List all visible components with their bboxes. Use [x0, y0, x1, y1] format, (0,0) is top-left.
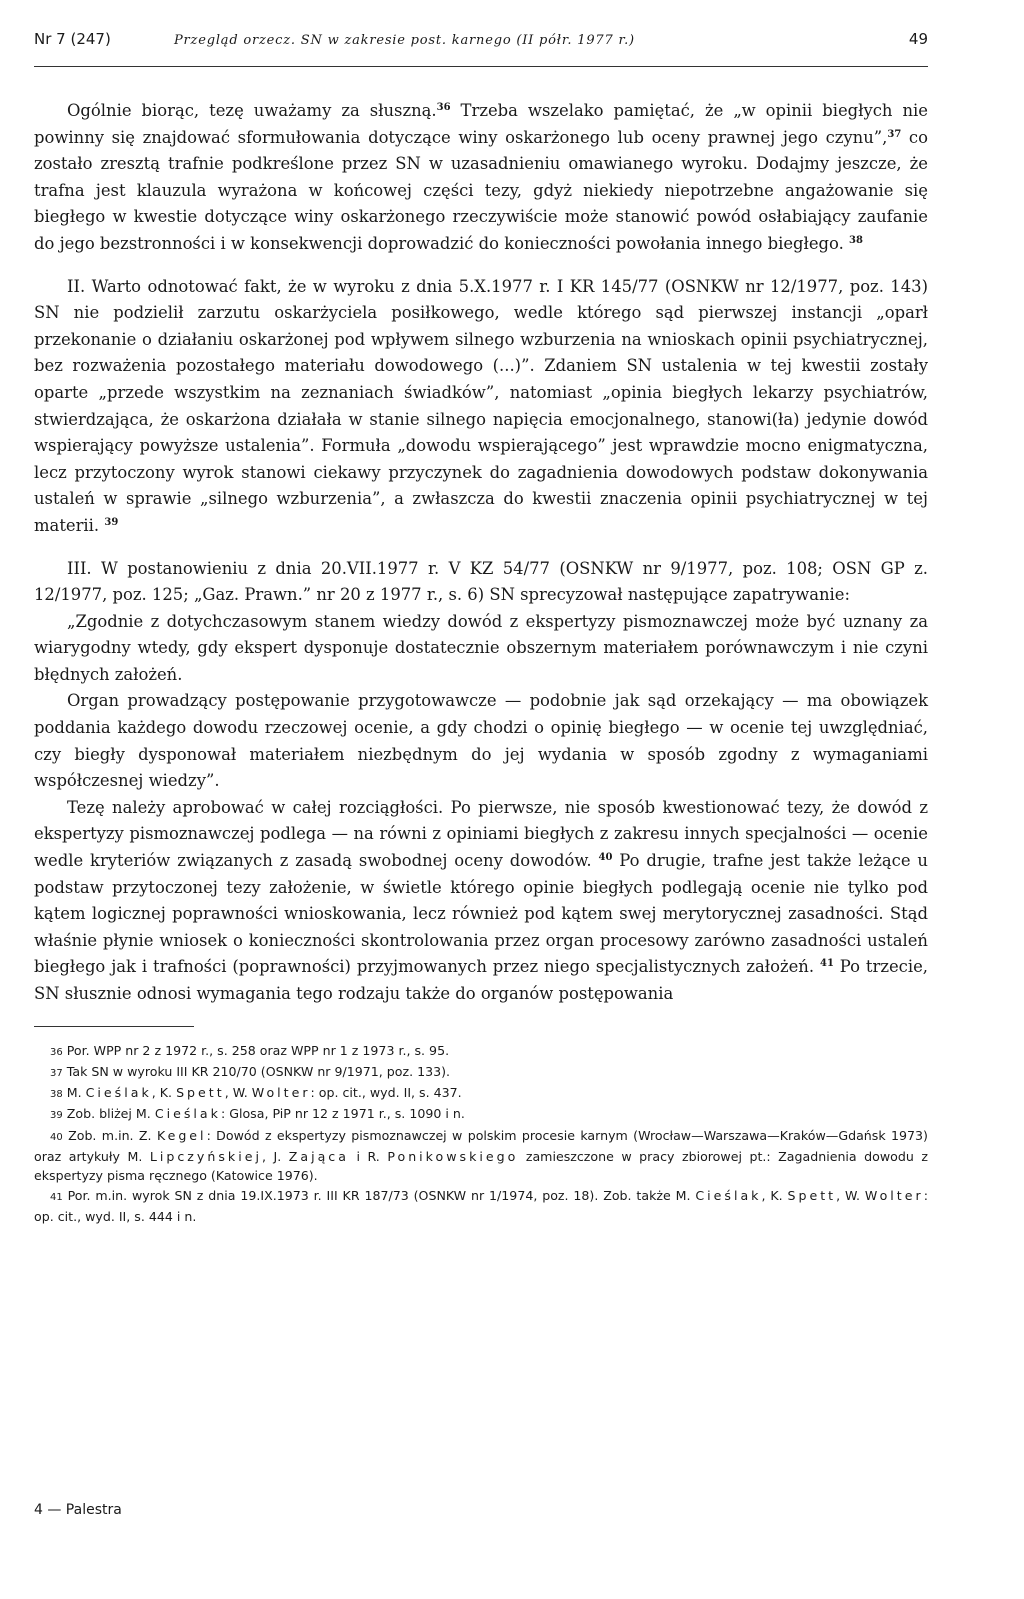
footnote-ref-40: 40 — [598, 852, 613, 864]
author-name: Kegel — [156, 1127, 207, 1143]
author-name: Ponikowskiego — [387, 1149, 519, 1165]
footnote-text: , W. — [836, 1187, 861, 1203]
quote-paragraph-1: „Zgodnie z dotychczasowym stanem wiedzy dowód z ekspertyzy pismoznawczej może być uznany za wiarygodny wtedy, gdy ekspert dysponuje dostatecznie obszernym materiałem porównawczym i nie czyni błędnych założeń. — [34, 611, 928, 684]
footnote-number: 36 — [50, 1046, 63, 1058]
spacer — [34, 258, 928, 274]
footnote-number: 39 — [50, 1110, 63, 1122]
footnotes — [34, 1041, 928, 1227]
footnote-text: : op. cit., wyd. II, s. 444 i n. — [34, 1187, 928, 1224]
footnote-40 — [34, 1126, 928, 1186]
page — [34, 30, 928, 1226]
paragraph-4 — [34, 795, 928, 1008]
footnote-41 — [34, 1186, 928, 1227]
text-run: Trzeba wszelako pamiętać, że „w opinii biegłych nie powinny się znajdować sformułowania dotyczące winy oskarżonego lub oceny prawnej jego czynu”, — [34, 101, 928, 147]
author-name: Cieślak — [695, 1187, 762, 1203]
footnote-text: , W. — [224, 1085, 248, 1101]
text-run: Po trzecie, SN słusznie odnosi wymagania tego rodzaju także do organów postępowania — [34, 957, 929, 1003]
text-run: Po drugie, trafne jest także leżące u podstaw przytoczonej tezy założenie, w świetle którego opinie biegłych podlegają ocenie nie tylko pod kątem logicznej poprawności wnioskowania, lecz również pod kątem swej merytorycznej zasadności. Stąd właśnie płynie wniosek o konieczności skontrolowania przez organ procesowy zarówno zasadności ustaleń biegłego jak i trafności (poprawności) przyjmowanych przez niego specjalistycznych założeń. — [34, 851, 928, 977]
footnote-number: 40 — [50, 1131, 63, 1143]
author-name: Spett — [787, 1187, 837, 1203]
text-run: co zostało zresztą trafnie podkreślone przez SN w uzasadnieniu omawianego wyroku. Dodajmy jeszcze, że trafna jest klauzula wyrażona w końcowej części tezy, gdyż niekiedy niepotrzebne angażowanie się biegłego w kwestie dotyczące winy oskarżonego rzeczywiście może stanowić powód osłabiający zaufanie do jego bezstronności i w konsekwencji doprowadzić do konieczności powołania innego biegłego. — [34, 127, 928, 253]
running-title: Przegląd orzecz. SN w zakresie post. karnego (II półr. 1977 r.) — [174, 33, 635, 48]
running-header — [34, 30, 928, 58]
footnote-rule — [34, 1026, 194, 1027]
author-name: Spett — [176, 1085, 225, 1101]
footnote-38 — [34, 1083, 928, 1104]
footnote-ref-36: 36 — [436, 102, 451, 113]
footnote-text: Zob. bliżej M. — [66, 1106, 151, 1122]
footnote-number: 41 — [50, 1191, 63, 1203]
author-name: Cieślak — [154, 1106, 221, 1122]
author-name: Wolter — [251, 1085, 311, 1101]
footnote-number: 38 — [50, 1089, 63, 1101]
footnote-37 — [34, 1062, 928, 1083]
footnote-text: , K. — [761, 1187, 783, 1203]
quote-paragraph-2: Organ prowadzący postępowanie przygotowawcze — podobnie jak sąd orzekający — ma obowiązek poddania każdego dowodu rzeczowej ocenie, a gdy chodzi o opinię biegłego — w ocenie tej uwzględniać, czy biegły dysponował materiałem niezbędnym do jej wydania w sposób zgodny z wymaganiami współczesnej wiedzy”. — [34, 691, 928, 791]
footnote-ref-41: 41 — [819, 958, 834, 970]
footnote-text: Zob. m.in. Z. — [68, 1127, 152, 1143]
paragraph-2 — [34, 274, 928, 540]
author-name: Cieślak — [85, 1085, 152, 1101]
footnote-36 — [34, 1041, 928, 1062]
footnote-text: : Glosa, PiP nr 12 z 1971 r., s. 1090 i n. — [220, 1106, 465, 1122]
spacer — [34, 540, 928, 556]
footnote-text: , J. — [261, 1149, 282, 1165]
page-number: 49 — [908, 30, 928, 48]
signature-mark: 4 — Palestra — [34, 1502, 122, 1518]
footnote-text: Tak SN w wyroku III KR 210/70 (OSNKW nr 9/1971, poz. 133). — [66, 1063, 451, 1079]
issue-number: Nr 7 (247) — [34, 30, 111, 48]
footnote-text: zamieszczone w pracy zbiorowej pt.: Zagadnienia dowodu z ekspertyzy pisma ręcznego (Katowice 1976). — [34, 1149, 928, 1184]
paragraph-1 — [34, 98, 928, 258]
footnote-text: : op. cit., wyd. II, s. 437. — [310, 1085, 462, 1101]
footnote-ref-38: 38 — [849, 234, 863, 246]
author-name: Zająca — [288, 1149, 349, 1165]
text-run: II. Warto odnotować fakt, że w wyroku z dnia 5.X.1977 r. I KR 145/77 (OSNKW nr 12/1977, poz. 143) SN nie podzielił zarzutu oskarżyciela posiłkowego, wedle którego sąd pierwszej instancji „oparł przekonanie o działaniu oskarżonej pod wpływem silnego wzburzenia na wnioskach opinii psychiatrycznej, bez rozważenia pozostałego materiału dowodowego (...)”. Zdaniem SN ustalenia w tej kwestii zostały oparte „przede wszystkim na zeznaniach świadków”, natomiast „opinia biegłych lekarzy psychiatrów, stwierdzająca, że oskarżona działała w stanie silnego napięcia emocjonalnego, stanowi(ła) jedynie dowód wspierający powyższe ustalenia”. Formuła „dowodu wspierającego” jest wprawdzie mocno enigmatyczna, lecz przytoczony wyrok stanowi ciekawy przyczynek do zagadnienia dowodowych podstaw dokonywania ustaleń w sprawie „silnego wzburzenia”, a zwłaszcza do kwestii znaczenia opinii psychiatrycznej w tej materii. — [34, 276, 928, 535]
footnote-text: M. — [66, 1085, 82, 1101]
footnote-39 — [34, 1104, 928, 1125]
text-run: Ogólnie biorąc, tezę uważamy za słuszną. — [67, 101, 437, 120]
text-run: Tezę należy aprobować w całej rozciągłości. Po pierwsze, nie sposób kwestionować tezy, że dowód z ekspertyzy pismoznawczej podlega — na równi z opiniami biegłych z zakresu innych specjalności — ocenie wedle kryteriów związanych z zasadą swobodnej oceny dowodów. — [34, 797, 928, 871]
header-rule — [34, 66, 928, 67]
footnote-number: 37 — [50, 1067, 63, 1079]
footnote-text: , K. — [151, 1085, 173, 1101]
footnote-ref-39: 39 — [104, 516, 119, 528]
main-text — [34, 98, 928, 1008]
footnote-text: : Dowód z ekspertyzy pismoznawczej w polskim procesie karnym (Wrocław—Warszawa—Kraków—Gdańsk 1973) oraz artykuły M. — [34, 1127, 928, 1165]
author-name: Wolter — [864, 1187, 924, 1203]
footnote-text: Por. m.in. wyrok SN z dnia 19.IX.1973 r. III KR 187/73 (OSNKW nr 1/1974, poz. 18). Zob. także M. — [67, 1187, 691, 1203]
footnote-text: Por. WPP nr 2 z 1972 r., s. 258 oraz WPP nr 1 z 1973 r., s. 95. — [66, 1042, 450, 1058]
author-name: Lipczyńskiej — [149, 1149, 262, 1165]
footnote-text: i R. — [348, 1149, 380, 1165]
footnote-ref-37: 37 — [887, 128, 902, 140]
paragraph-3: III. W postanowieniu z dnia 20.VII.1977 r. V KZ 54/77 (OSNKW nr 9/1977, poz. 108; OSN GP z. 12/1977, poz. 125; „Gaz. Prawn.” nr 20 z 1977 r., s. 6) SN sprecyzował następujące zapatrywanie: — [34, 558, 928, 605]
